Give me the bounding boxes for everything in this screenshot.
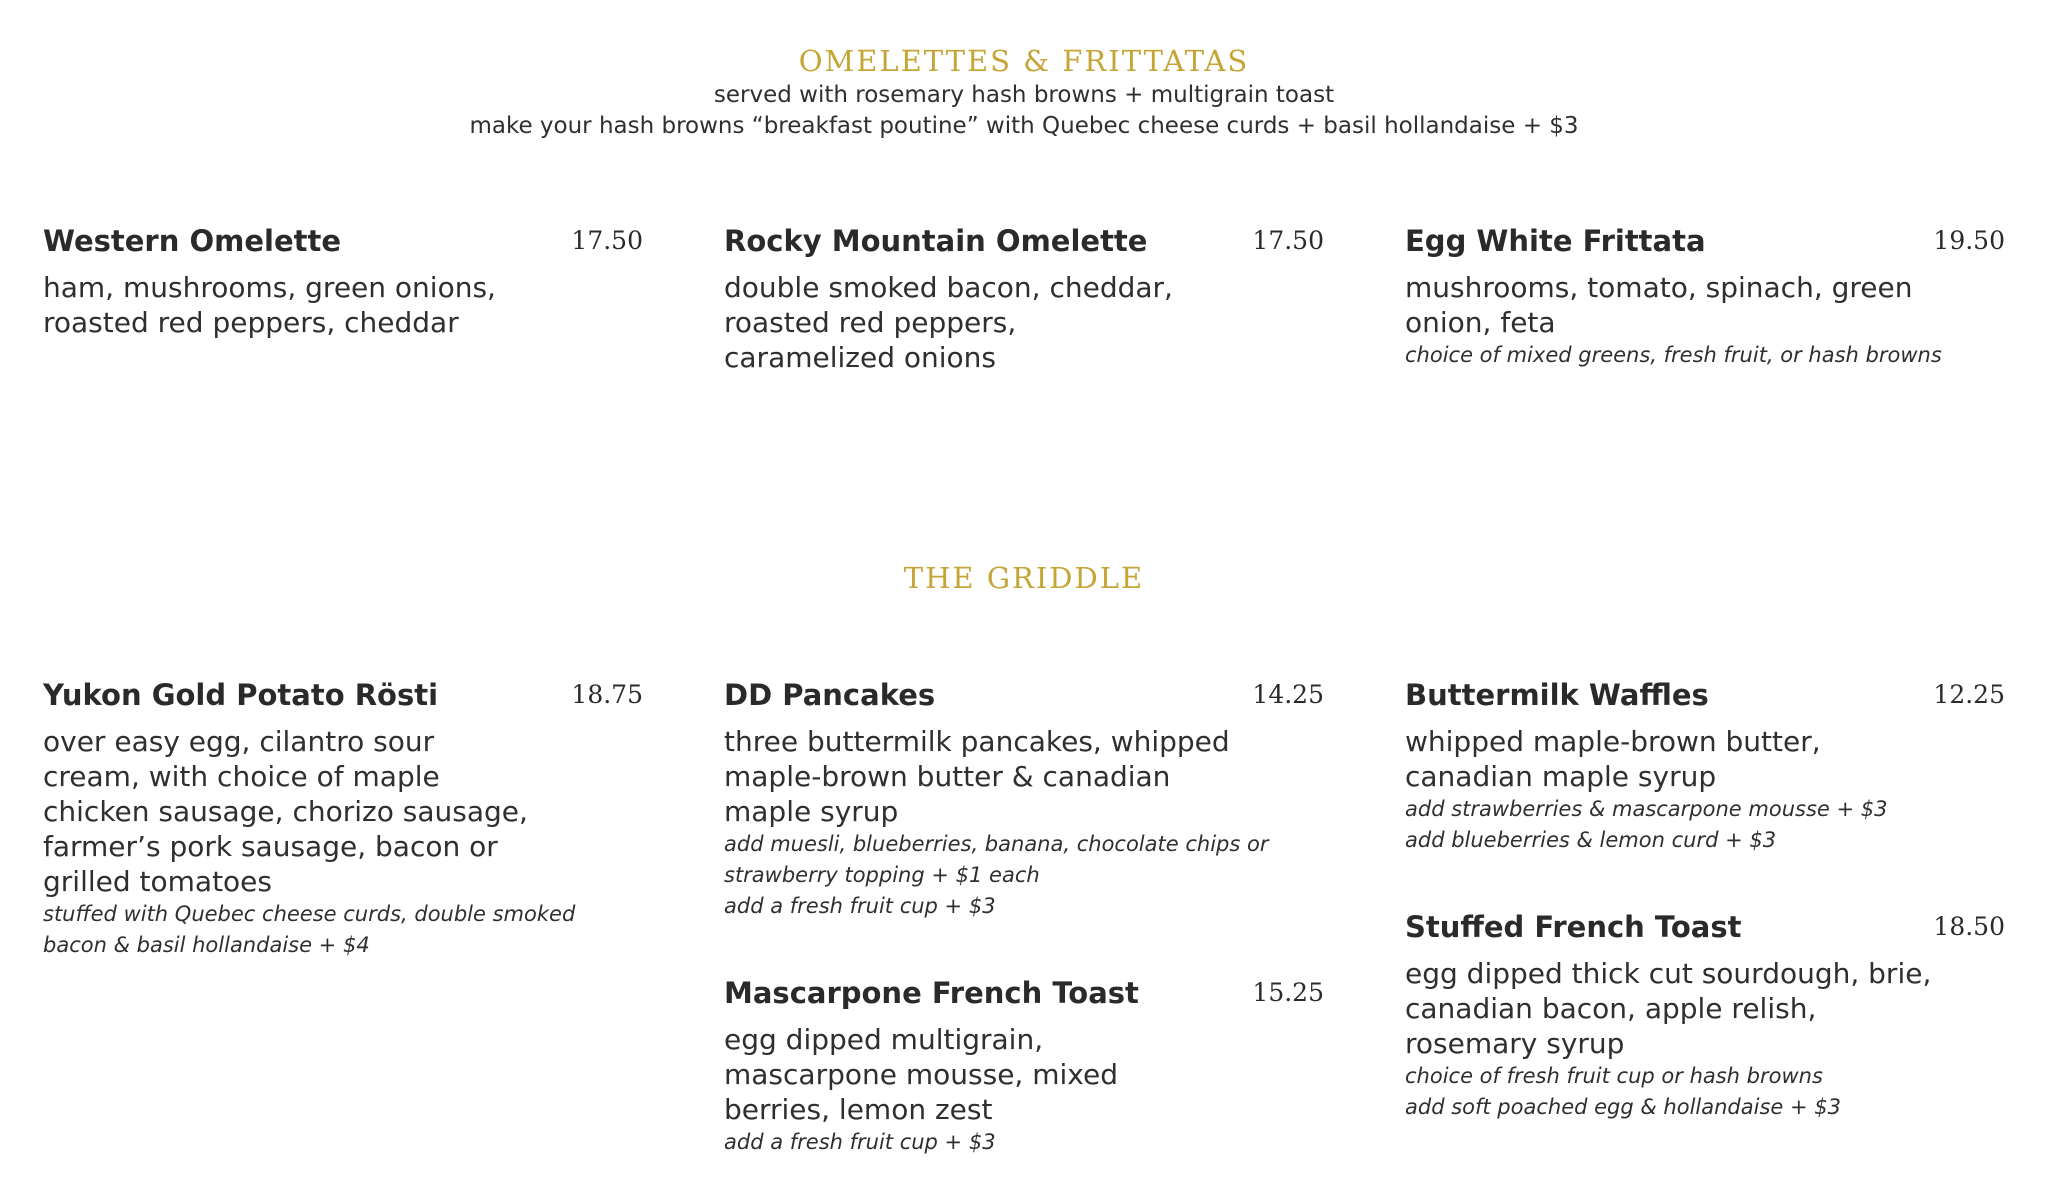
item-description: three buttermilk pancakes, whipped maple-brown butter & canadian maple syrup <box>724 725 1230 828</box>
item-price: 15.25 <box>1252 978 1324 1007</box>
item-note: stuffed with Quebec cheese curds, double smoked bacon & basil hollandaise + $4 <box>43 902 576 957</box>
item-description: mushrooms, tomato, spinach, green onion, feta <box>1405 271 1913 339</box>
section-title-griddle: THE GRIDDLE <box>903 561 1145 595</box>
item-note: choice of mixed greens, fresh fruit, or hash browns <box>1405 343 1942 367</box>
item-price: 19.50 <box>1933 226 2005 255</box>
section-title-omelettes: OMELETTES & FRITTATAS <box>798 44 1250 78</box>
menu-item-western-omelette <box>43 224 643 340</box>
item-name: DD Pancakes <box>724 678 936 712</box>
menu-item-dd-pancakes <box>724 678 1324 922</box>
item-price: 14.25 <box>1252 680 1324 709</box>
item-note: add blueberries & lemon curd + $3 <box>1405 828 1777 852</box>
item-description: double smoked bacon, cheddar, roasted red peppers, caramelized onions <box>724 271 1173 374</box>
item-name: Buttermilk Waffles <box>1405 678 1709 712</box>
menu-item-mascarpone-french-toast <box>724 976 1324 1158</box>
item-name: Western Omelette <box>43 224 342 258</box>
menu-item-buttermilk-waffles <box>1405 678 2005 856</box>
menu-item-stuffed-french-toast <box>1405 910 2005 1123</box>
item-name: Egg White Frittata <box>1405 224 1706 258</box>
item-note: add a fresh fruit cup + $3 <box>724 1130 996 1154</box>
menu-item-rocky-mountain-omelette <box>724 224 1324 375</box>
item-name: Yukon Gold Potato Rösti <box>43 678 439 712</box>
item-price: 18.50 <box>1933 912 2005 941</box>
item-description: egg dipped thick cut sourdough, brie, canadian bacon, apple relish, rosemary syrup <box>1405 957 1932 1060</box>
item-note: add a fresh fruit cup + $3 <box>724 894 996 918</box>
item-note: choice of fresh fruit cup or hash browns <box>1405 1064 1823 1088</box>
item-note: add muesli, blueberries, banana, chocolate chips or strawberry topping + $1 each <box>724 832 1269 887</box>
item-description: whipped maple-brown butter, canadian maple syrup <box>1405 725 1821 793</box>
item-note: add soft poached egg & hollandaise + $3 <box>1405 1095 1841 1119</box>
item-name: Rocky Mountain Omelette <box>724 224 1148 258</box>
section-note-poutine: make your hash browns “breakfast poutine” with Quebec cheese curds + basil hollandaise + $3 <box>469 113 1579 139</box>
item-name: Stuffed French Toast <box>1405 910 1742 944</box>
item-note: add strawberries & mascarpone mousse + $3 <box>1405 797 1888 821</box>
item-price: 18.75 <box>571 680 643 709</box>
item-description: ham, mushrooms, green onions, roasted red peppers, cheddar <box>43 271 496 339</box>
item-price: 12.25 <box>1933 680 2005 709</box>
menu-item-potato-rosti <box>43 678 643 961</box>
item-description: egg dipped multigrain, mascarpone mousse, mixed berries, lemon zest <box>724 1023 1118 1126</box>
item-price: 17.50 <box>571 226 643 255</box>
menu-item-egg-white-frittata <box>1405 224 2005 371</box>
section-note-served-with: served with rosemary hash browns + multigrain toast <box>713 82 1335 108</box>
item-name: Mascarpone French Toast <box>724 976 1139 1010</box>
item-description: over easy egg, cilantro sour cream, with choice of maple chicken sausage, chorizo sausage, farmer’s pork sausage, bacon or grilled tomatoes <box>43 725 528 898</box>
item-price: 17.50 <box>1252 226 1324 255</box>
